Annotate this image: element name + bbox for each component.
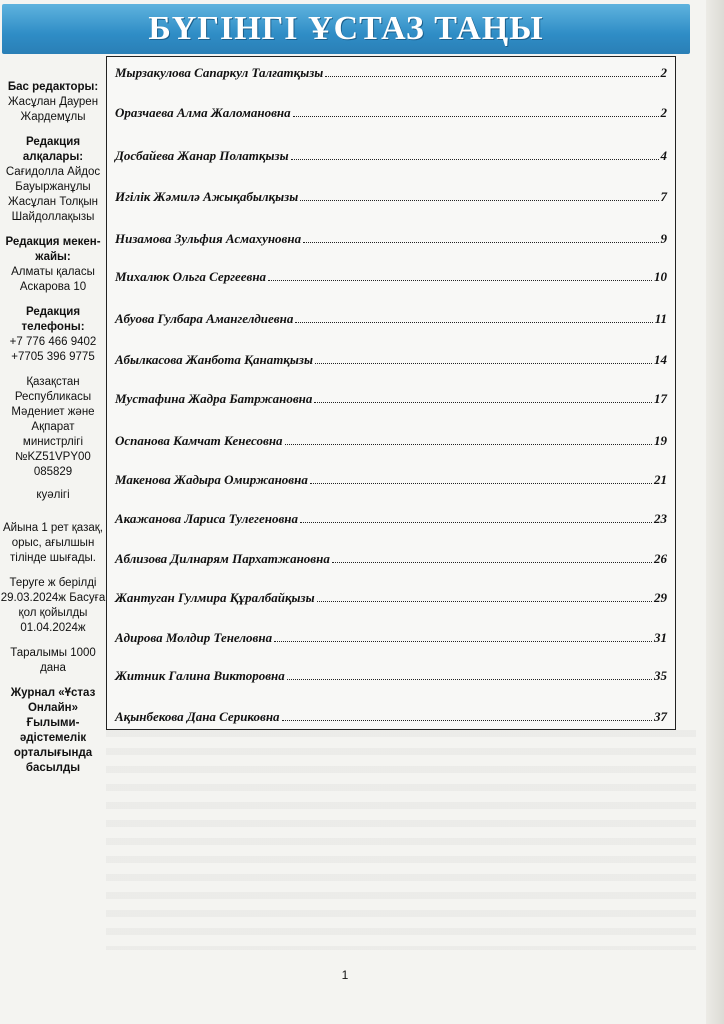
dates-text: Теруге ж берілді 29.03.2024ж Басуға қол қойылды 01.04.2024ж	[0, 577, 106, 634]
toc-dot-leader	[295, 321, 652, 323]
toc-dot-leader	[268, 279, 652, 281]
toc-entry-page: 2	[660, 65, 667, 80]
registration-text: Қазақстан Республикасы Мәдениет және Ақпарат министрлігі №KZ51VPY00 085829	[11, 376, 95, 478]
toc-entry	[115, 61, 667, 81]
banner	[2, 4, 690, 54]
toc-entry	[115, 547, 667, 567]
masthead-sidebar	[0, 80, 106, 786]
toc-entry-name: Досбайева Жанар Полатқызы	[115, 148, 289, 163]
toc-entry	[115, 626, 667, 646]
toc-entry-name: Мустафина Жадра Батржановна	[115, 391, 313, 406]
toc-entry-page: 23	[654, 511, 667, 526]
circulation-block	[0, 646, 106, 676]
toc-entry-name: Мырзакулова Сапаркул Талғатқызы	[115, 65, 324, 80]
toc-dot-leader	[282, 719, 652, 721]
editor-block	[0, 80, 106, 125]
toc-entry-name: Макенова Жадыра Омиржановна	[115, 472, 308, 487]
toc-entry-page: 37	[654, 709, 667, 724]
page-edge	[706, 0, 724, 1024]
toc-entry-name: Ақынбекова Дана Сериковна	[115, 709, 280, 724]
toc-entry	[115, 265, 667, 285]
toc-entry-page: 35	[654, 668, 667, 683]
toc-entry-page: 7	[660, 189, 667, 204]
frequency-text: Айына 1 рет қазақ, орыс, ағылшын тілінде шығады.	[3, 522, 103, 564]
toc-entry-page: 2	[660, 105, 667, 120]
toc-entry-page: 19	[654, 433, 667, 448]
toc-dot-leader	[274, 640, 652, 642]
toc-dot-leader	[300, 521, 652, 523]
toc-entry-page: 29	[654, 590, 667, 605]
frequency-block	[0, 521, 106, 566]
toc-entry	[115, 507, 667, 527]
toc-entry-page: 31	[654, 630, 667, 645]
toc-entry-name: Адирова Молдир Тенеловна	[115, 630, 273, 645]
toc-dot-leader	[300, 199, 658, 201]
toc-entry-page: 4	[660, 148, 667, 163]
toc-entry-page: 17	[654, 391, 667, 406]
toc-entry-name: Абылкасова Жанбота Қанатқызы	[115, 352, 314, 367]
toc-entry-page: 11	[654, 311, 667, 326]
toc-entry-name: Низамова Зульфия Асмахуновна	[115, 231, 302, 246]
toc-dot-leader	[314, 401, 652, 403]
board-label: Редакция алқалары:	[22, 136, 84, 163]
circulation-text: Таралымы 1000 дана	[10, 647, 96, 674]
page-number: 1	[341, 968, 349, 982]
toc-entry	[115, 387, 667, 407]
phones-block	[0, 305, 106, 365]
publisher-text: Журнал «Ұстаз Онлайн» Ғылыми-әдістемелік орталығында басылды	[10, 687, 96, 774]
editor-label: Бас редакторы:	[7, 81, 99, 93]
toc-entry-name: Оспанова Камчат Кенесовна	[115, 433, 283, 448]
journal-title: БҮГІНГІ ҰСТАЗ ТАҢЫ	[148, 10, 544, 47]
phones-label: Редакция телефоны:	[21, 306, 85, 333]
board-names: Сағидолла Айдос Бауыржанұлы Жасұлан Толқын Шайдоллақызы	[5, 166, 101, 223]
board-block	[0, 135, 106, 225]
toc-dot-leader	[287, 678, 652, 680]
toc-entry-page: 21	[654, 472, 667, 487]
table-of-contents	[106, 56, 676, 730]
bleed-through-text	[106, 730, 696, 950]
toc-dot-leader	[332, 561, 652, 563]
toc-dot-leader	[293, 115, 659, 117]
toc-entry-name: Оразчаева Алма Жаломановна	[115, 105, 291, 120]
toc-entry-name: Аблизова Дилнарям Пархатжановна	[115, 551, 330, 566]
toc-entry	[115, 664, 667, 684]
publisher-block	[0, 686, 106, 776]
toc-entry	[115, 429, 667, 449]
toc-entry-name: Акажанова Лариса Тулегеновна	[115, 511, 298, 526]
certificate-text: куәлігі	[36, 489, 70, 501]
toc-entry	[115, 144, 667, 164]
address-value: Алматы қаласы Аскарова 10	[11, 266, 95, 293]
toc-entry-name: Жантуган Гулмира Құралбайқызы	[115, 590, 315, 605]
toc-dot-leader	[315, 362, 652, 364]
toc-dot-leader	[325, 75, 658, 77]
editor-name: Жасұлан Даурен Жардемұлы	[7, 96, 99, 123]
toc-entry	[115, 586, 667, 606]
toc-entry	[115, 307, 667, 327]
toc-entry	[115, 348, 667, 368]
address-label: Редакция мекен-жайы:	[5, 236, 101, 263]
toc-dot-leader	[285, 443, 652, 445]
toc-entry-page: 10	[654, 269, 667, 284]
address-block	[0, 235, 106, 295]
toc-dot-leader	[310, 482, 652, 484]
toc-entry-page: 14	[654, 352, 667, 367]
toc-entry-page: 26	[654, 551, 667, 566]
toc-entry-page: 9	[660, 231, 667, 246]
toc-dot-leader	[291, 158, 659, 160]
toc-entry-name: Михалюк Ольга Сергеевна	[115, 269, 267, 284]
toc-entry-name: Житник Галина Викторовна	[115, 668, 285, 683]
toc-entry	[115, 101, 667, 121]
toc-entry	[115, 705, 667, 725]
toc-entry	[115, 185, 667, 205]
phones-value: +7 776 466 9402 +7705 396 9775	[9, 336, 97, 363]
toc-entry	[115, 468, 667, 488]
registration-block	[0, 375, 106, 503]
toc-entry	[115, 227, 667, 247]
toc-dot-leader	[317, 600, 652, 602]
dates-block	[0, 576, 106, 636]
toc-entry-name: Игілік Жәмилә Ажықабылқызы	[115, 189, 299, 204]
toc-entry-name: Абуова Гулбара Амангелдиевна	[115, 311, 294, 326]
toc-dot-leader	[303, 241, 658, 243]
